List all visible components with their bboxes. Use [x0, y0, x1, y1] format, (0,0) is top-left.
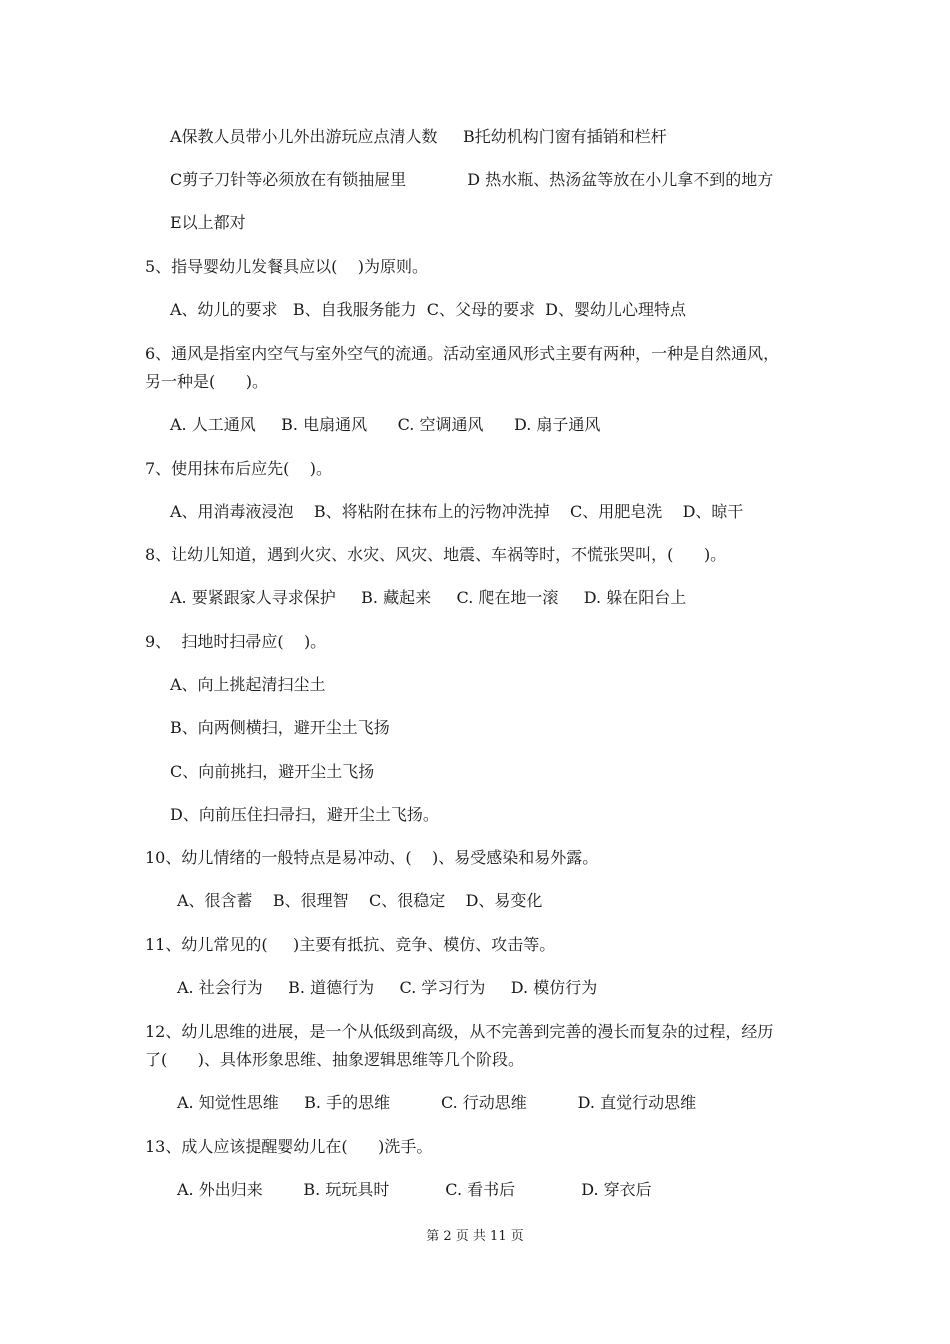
option-9c: C、向前挑扫，避开尘土飞扬: [170, 762, 375, 781]
option-line-4a: A保教人员带小儿外出游玩应点清人数 B托幼机构门窗有插销和栏杆: [170, 127, 667, 146]
options-13: A. 外出归来 B. 玩玩具时 C. 看书后 D. 穿衣后: [177, 1180, 652, 1199]
option-line-4c: E以上都对: [170, 213, 246, 232]
page-footer: 第 2 页 共 11 页: [426, 1229, 524, 1244]
question-5: 5、指导婴幼儿发餐具应以( )为原则。: [145, 257, 429, 276]
question-9: 9、 扫地时扫帚应( )。: [145, 632, 327, 651]
question-13: 13、成人应该提醒婴幼儿在( )洗手。: [145, 1137, 433, 1156]
question-6-line-1: 6、通风是指室内空气与室外空气的流通。活动室通风形式主要有两种，一种是自然通风，: [145, 344, 780, 363]
question-7: 7、使用抹布后应先( )。: [145, 459, 333, 478]
question-11: 11、幼儿常见的( )主要有抵抗、竞争、模仿、攻击等。: [145, 935, 556, 954]
question-12-line-2: 了( )、具体形象思维、抽象逻辑思维等几个阶段。: [145, 1050, 525, 1069]
option-9b: B、向两侧横扫，避开尘土飞扬: [170, 718, 390, 737]
options-7: A、用消毒液浸泡 B、将粘附在抹布上的污物冲洗掉 C、用肥皂洗 D、晾干: [170, 502, 744, 521]
options-12: A. 知觉性思维 B. 手的思维 C. 行动思维 D. 直觉行动思维: [177, 1093, 697, 1112]
option-line-4b: C剪子刀针等必须放在有锁抽屉里 D 热水瓶、热汤盆等放在小儿拿不到的地方: [170, 170, 774, 189]
question-12-line-1: 12、幼儿思维的进展，是一个从低级到高级，从不完善到完善的漫长而复杂的过程，经历: [145, 1022, 774, 1041]
options-10: A、很含蓄 B、很理智 C、很稳定 D、易变化: [177, 891, 543, 910]
option-9a: A、向上挑起清扫尘土: [170, 675, 326, 694]
options-11: A. 社会行为 B. 道德行为 C. 学习行为 D. 模仿行为: [177, 978, 598, 997]
question-6-line-2: 另一种是( )。: [145, 372, 269, 391]
options-6: A. 人工通风 B. 电扇通风 C. 空调通风 D. 扇子通风: [170, 415, 601, 434]
question-8: 8、让幼儿知道，遇到火灾、水灾、风灾、地震、车祸等时，不慌张哭叫，( )。: [145, 545, 727, 564]
options-5: A、幼儿的要求 B、自我服务能力 C、父母的要求 D、婴幼儿心理特点: [170, 300, 686, 319]
options-8: A. 要紧跟家人寻求保护 B. 藏起来 C. 爬在地一滚 D. 躲在阳台上: [170, 588, 687, 607]
option-9d: D、向前压住扫帚扫，避开尘土飞扬。: [170, 805, 439, 824]
question-10: 10、幼儿情绪的一般特点是易冲动、( )、易受感染和易外露。: [145, 848, 599, 867]
